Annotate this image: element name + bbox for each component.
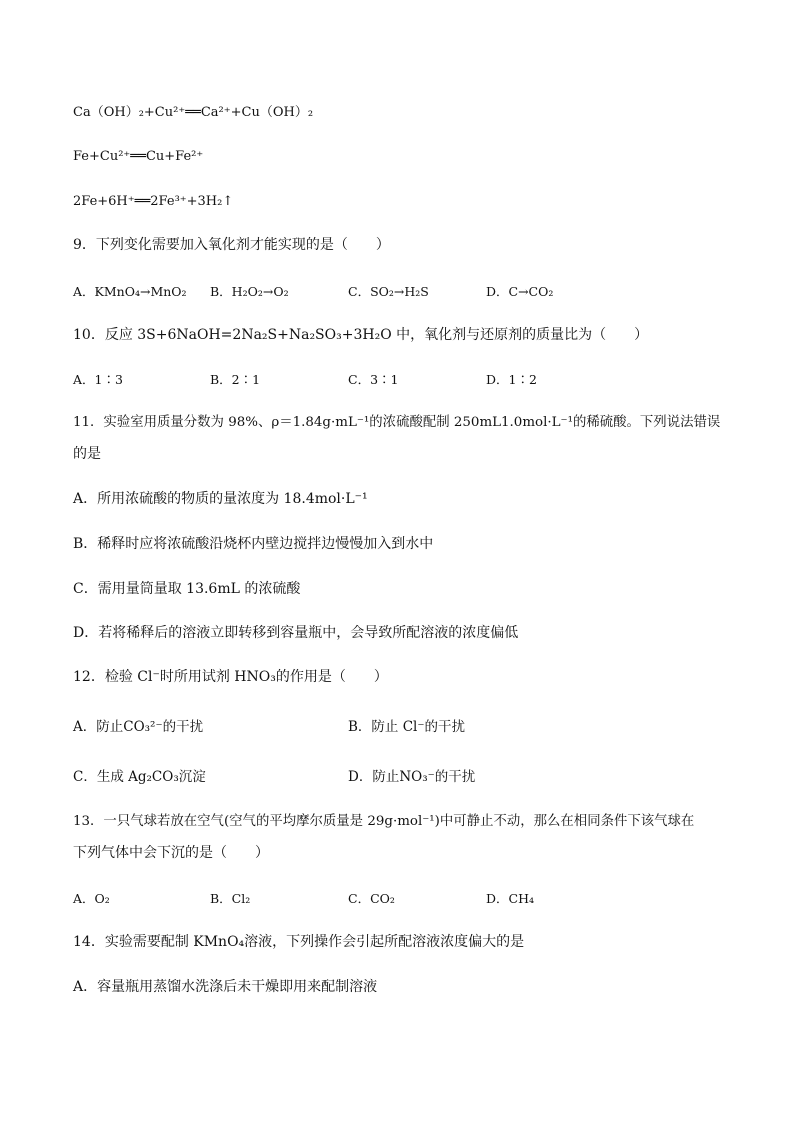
- q12-option-b: B．防止 Cl⁻的干扰: [348, 719, 465, 735]
- q11-option-c: C．需用量筒量取 13.6mL 的浓硫酸: [73, 581, 301, 597]
- q10-option-c: C．3∶1: [348, 372, 399, 387]
- q8-option-c: Fe+Cu²⁺══Cu+Fe²⁺: [73, 149, 204, 164]
- q11-stem-line2: 的是: [73, 446, 101, 462]
- q12-option-c: C．生成 Ag₂CO₃沉淀: [73, 769, 206, 785]
- q13-option-c: C．CO₂: [348, 891, 395, 906]
- q10-stem: 10．反应 3S+6NaOH=2Na₂S+Na₂SO₃+3H₂O 中，氧化剂与还原剂的质量比为（ ）: [73, 327, 649, 343]
- q12-option-d: D．防止NO₃⁻的干扰: [348, 769, 476, 785]
- q8-option-b: Ca（OH）₂+Cu²⁺══Ca²⁺+Cu（OH）₂: [73, 105, 314, 120]
- q13-option-a: A．O₂: [73, 891, 110, 906]
- q11-option-b: B．稀释时应将浓硫酸沿烧杯内壁边搅拌边慢慢加入到水中: [73, 536, 434, 552]
- q13-stem-line1: 13．一只气球若放在空气(空气的平均摩尔质量是 29g·mol⁻¹)中可静止不动，那么在相同条件下该气球在: [73, 814, 695, 829]
- q8-option-d: 2Fe+6H⁺══2Fe³⁺+3H₂↑: [73, 194, 234, 209]
- q9-option-d: D．C→CO₂: [486, 284, 554, 299]
- q9-option-c: C．SO₂→H₂S: [348, 284, 429, 299]
- q14-option-a: A．容量瓶用蒸馏水洗涤后未干燥即用来配制溶液: [73, 979, 378, 995]
- q14-stem: 14．实验需要配制 KMnO₄溶液，下列操作会引起所配溶液浓度偏大的是: [73, 934, 525, 950]
- q12-stem: 12．检验 Cl⁻时所用试剂 HNO₃的作用是（ ）: [73, 669, 388, 685]
- q11-option-a: A．所用浓硫酸的物质的量浓度为 18.4mol·L⁻¹: [73, 491, 368, 507]
- q13-option-d: D．CH₄: [486, 891, 534, 906]
- q9-stem: 9．下列变化需要加入氧化剂才能实现的是（ ）: [73, 237, 390, 253]
- q10-option-b: B．2∶1: [210, 372, 261, 387]
- q11-stem-line1: 11．实验室用质量分数为 98%、ρ＝1.84g·mL⁻¹的浓硫酸配制 250mL1.0mol·L⁻¹的稀硫酸。下列说法错误: [73, 415, 721, 430]
- q13-option-b: B．Cl₂: [210, 891, 251, 906]
- q11-option-d: D．若将稀释后的溶液立即转移到容量瓶中，会导致所配溶液的浓度偏低: [73, 625, 519, 641]
- q12-option-a: A．防止CO₃²⁻的干扰: [73, 719, 204, 735]
- q10-option-d: D．1∶2: [486, 372, 537, 387]
- q9-option-a: A．KMnO₄→MnO₂: [73, 284, 187, 299]
- q9-option-b: B．H₂O₂→O₂: [210, 284, 289, 299]
- q13-stem-line2: 下列气体中会下沉的是（ ）: [73, 845, 269, 861]
- q10-option-a: A．1∶3: [73, 372, 123, 387]
